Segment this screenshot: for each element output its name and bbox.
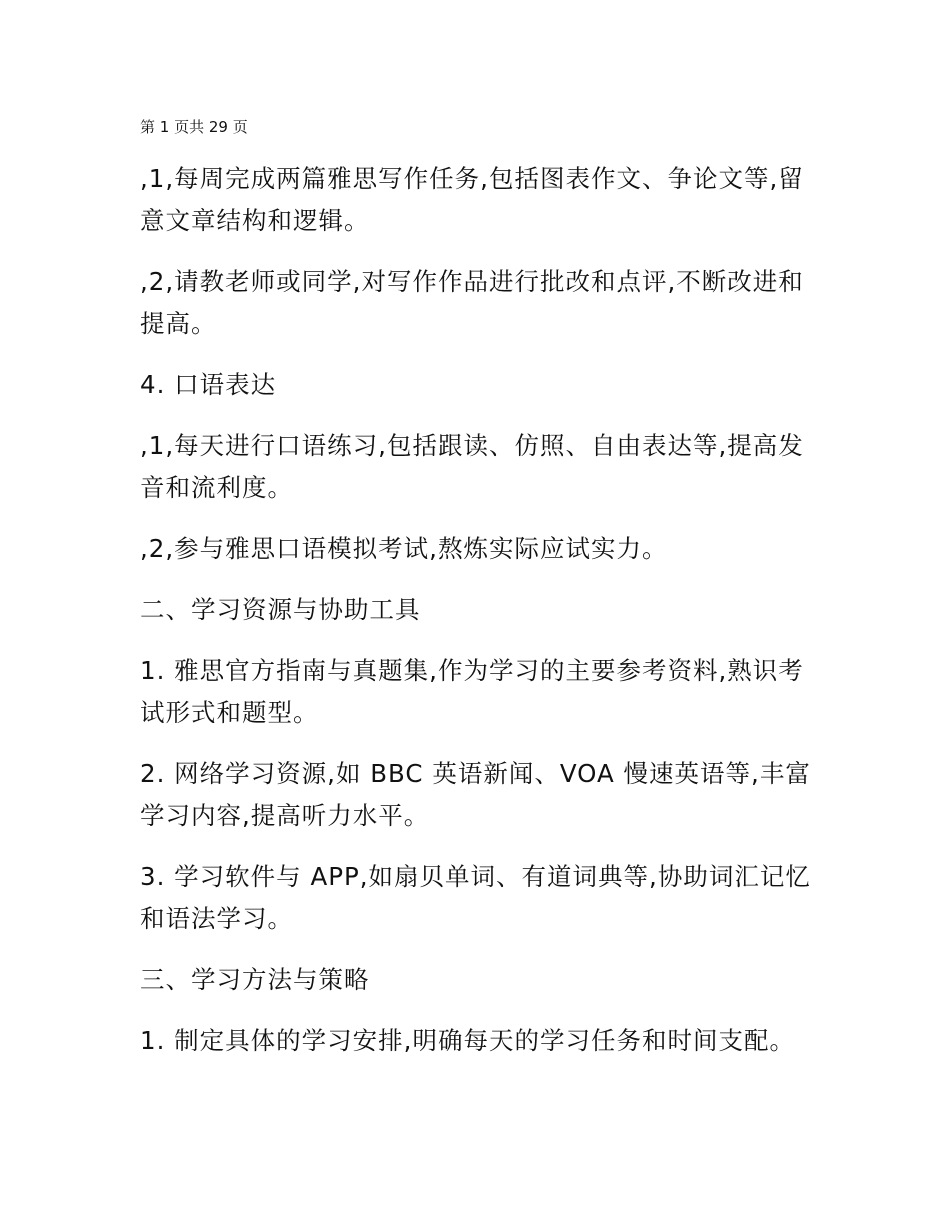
paragraph-writing-tasks: ,1,每周完成两篇雅思写作任务,包括图表作文、争论文等,留意文章结构和逻辑。: [140, 164, 804, 235]
document-body: [140, 158, 820, 1081]
paragraph-online-resources: 2. 网络学习资源,如 BBC 英语新闻、VOA 慢速英语等,丰富学习内容,提高听力水平。: [140, 759, 811, 830]
paragraph-speaking-mock-exam: ,2,参与雅思口语模拟考试,熬炼实际应试实力。: [140, 534, 668, 563]
paragraph-official-guide: 1. 雅思官方指南与真题集,作为学习的主要参考资料,熟识考试形式和题型。: [140, 656, 804, 727]
paragraph-speaking-practice: ,1,每天进行口语练习,包括跟读、仿照、自由表达等,提高发音和流利度。: [140, 431, 804, 502]
paragraph-study-plan: 1. 制定具体的学习安排,明确每天的学习任务和时间支配。: [140, 1026, 795, 1055]
heading-resources: 二、学习资源与协助工具: [140, 595, 421, 624]
heading-speaking: 4. 口语表达: [140, 370, 277, 399]
heading-methods: 三、学习方法与策略: [140, 965, 370, 994]
paragraph-apps: 3. 学习软件与 APP,如扇贝单词、有道词典等,协助词汇记忆和语法学习。: [140, 862, 811, 933]
paragraph-writing-review: ,2,请教老师或同学,对写作作品进行批改和点评,不断改进和提高。: [140, 267, 804, 338]
page-indicator: 第 1 页共 29 页: [140, 118, 248, 136]
